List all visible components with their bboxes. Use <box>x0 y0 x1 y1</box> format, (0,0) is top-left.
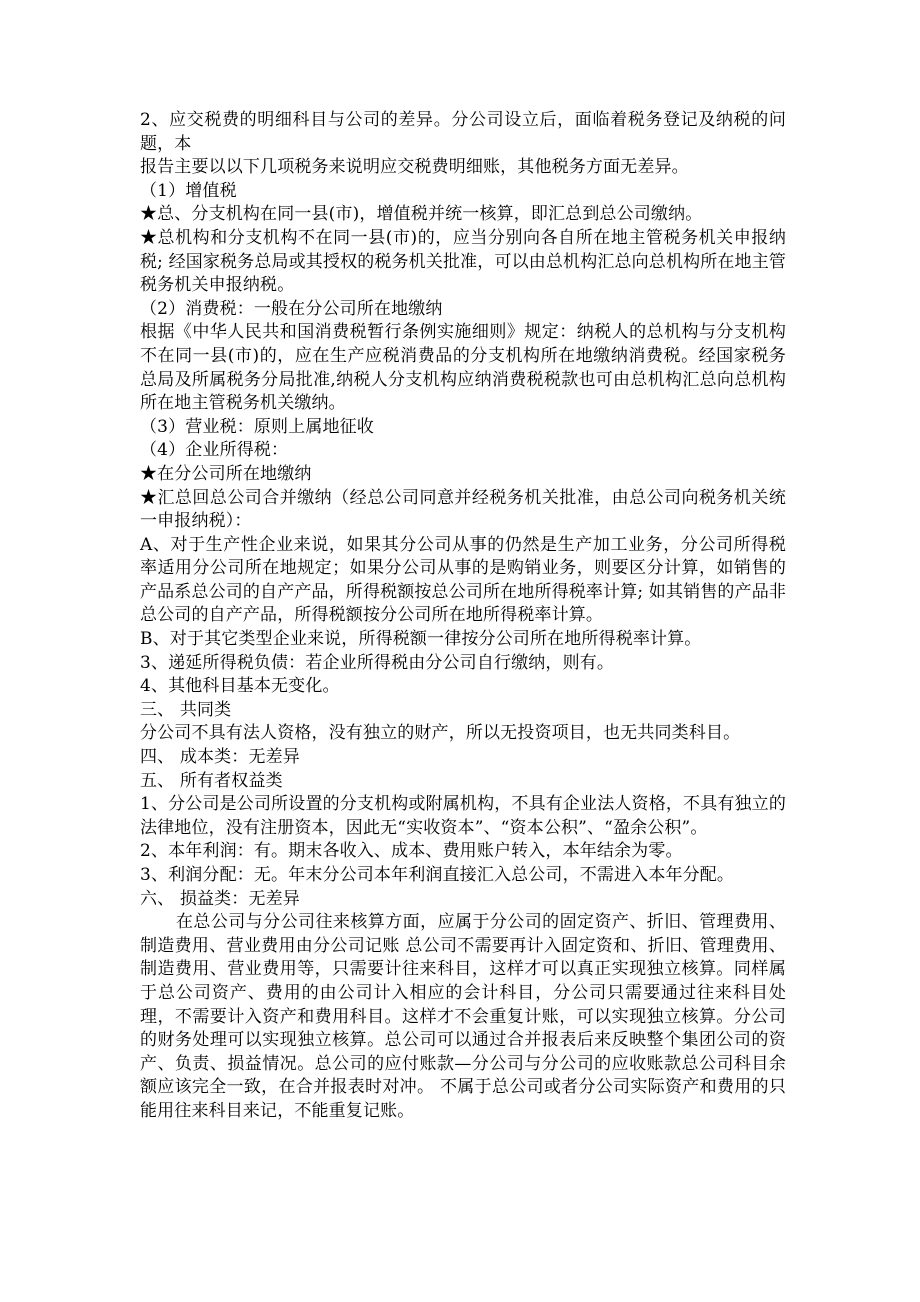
heading-consumption-tax: （2）消费税：一般在分公司所在地缴纳 <box>140 298 443 319</box>
paragraph-report-intro: 报告主要以以下几项税务来说明应交税费明细账，其他税务方面无差异。 <box>140 157 689 178</box>
paragraph-equity-capital: 1、分公司是公司所设置的分支机构或附属机构，不具有企业法人资格，不具有独立的法律地位，没有注册资本，因此无“实收资本”、“资本公积”、“盈余公积”。 <box>140 794 786 838</box>
heading-profit-loss-class: 六、 损益类：无差异 <box>140 888 300 909</box>
heading-vat: （1）增值税 <box>140 180 237 201</box>
list-item-income-tax-local: ★在分公司所在地缴纳 <box>140 463 312 484</box>
paragraph-profit-distribution: 3、利润分配：无。年末分公司本年利润直接汇入总公司，不需进入本年分配。 <box>140 865 735 885</box>
paragraph-common-class: 分公司不具有法人资格，没有独立的财产，所以无投资项目，也无共同类科目。 <box>140 723 741 744</box>
document-body <box>140 109 786 1124</box>
heading-business-tax: （3）营业税：原则上属地征收 <box>140 416 374 437</box>
paragraph-annual-profit: 2、本年利润：有。期末各收入、成本、费用账户转入，本年结余为零。 <box>140 841 683 862</box>
paragraph-deferred-tax: 3、递延所得税负债：若企业所得税由分公司自行缴纳，则有。 <box>140 652 615 673</box>
paragraph-tax-detail-diff: 2、应交税费的明细科目与公司的差异。分公司设立后，面临着税务登记及纳税的问题，本 <box>140 110 786 154</box>
paragraph-income-tax-other: B、对于其它类型企业来说，所得税额一律按分公司所在地所得税率计算。 <box>140 629 702 650</box>
heading-common-class: 三、 共同类 <box>140 699 232 720</box>
heading-equity-class: 五、 所有者权益类 <box>140 770 283 791</box>
paragraph-consumption-tax-rule: 根据《中华人民共和国消费税暂行条例实施细则》规定：纳税人的总机构与分支机构不在同一县(市)的，应在生产应税消费品的分支机构所在地缴纳消费税。经国家税务总局及所属税务分局批准,纳税人分支机构应纳消费税税款也可由总机构汇总向总机构所在地主管税务机关缴纳。 <box>140 322 786 414</box>
paragraph-intercompany-accounting: 在总公司与分公司往来核算方面，应属于分公司的固定资产、折旧、管理费用、制造费用、营业费用由分公司记账 总公司不需要再计入固定资和、折旧、管理费用、制造费用、营业费用等，只需要计往来科目，这样才可以真正实现独立核算。同样属于总公司资产、费用的由公司计入相应的会计科目，分公司只需要通过往来科目处理，不需要计入资产和费用科目。这样才不会重复计账，可以实现独立核算。分公司的财务处理可以实现独立核算。总公司可以通过合并报表后来反映整个集团公司的资产、负责、损益情况。总公司的应付账款—分公司与分公司的应收账款总公司科目余额应该完全一致，在合并报表时对冲。 不属于总公司或者分公司实际资产和费用的只能用往来科目来记，不能重复记账。 <box>140 912 786 1121</box>
heading-cost-class: 四、 成本类：无差异 <box>140 747 300 768</box>
heading-income-tax: （4）企业所得税： <box>140 440 289 461</box>
paragraph-income-tax-production: A、对于生产性企业来说，如果其分公司从事的仍然是生产加工业务，分公司所得税率适用分公司所在地规定；如果分公司从事的是购销业务，则要区分计算，如销售的产品系总公司的自产产品，所得税额按总公司所在地所得税率计算; 如其销售的产品非总公司的自产产品，所得税额按分公司所在地所得税率计算。 <box>140 534 786 626</box>
paragraph-other-accounts: 4、其他科目基本无变化。 <box>140 676 340 697</box>
list-item-vat-same-county: ★总、分支机构在同一县(市)，增值税并统一核算，即汇总到总公司缴纳。 <box>140 204 703 225</box>
list-item-income-tax-consolidated: ★汇总回总公司合并缴纳（经总公司同意并经税务机关批准，由总公司向税务机关统一申报纳税）： <box>140 487 786 532</box>
list-item-vat-different-county: ★总机构和分支机构不在同一县(市)的，应当分别向各自所在地主管税务机关申报纳税; 经国家税务总局或其授权的税务机关批准，可以由总机构汇总向总机构所在地主管税务机关申报纳税。 <box>140 227 786 296</box>
